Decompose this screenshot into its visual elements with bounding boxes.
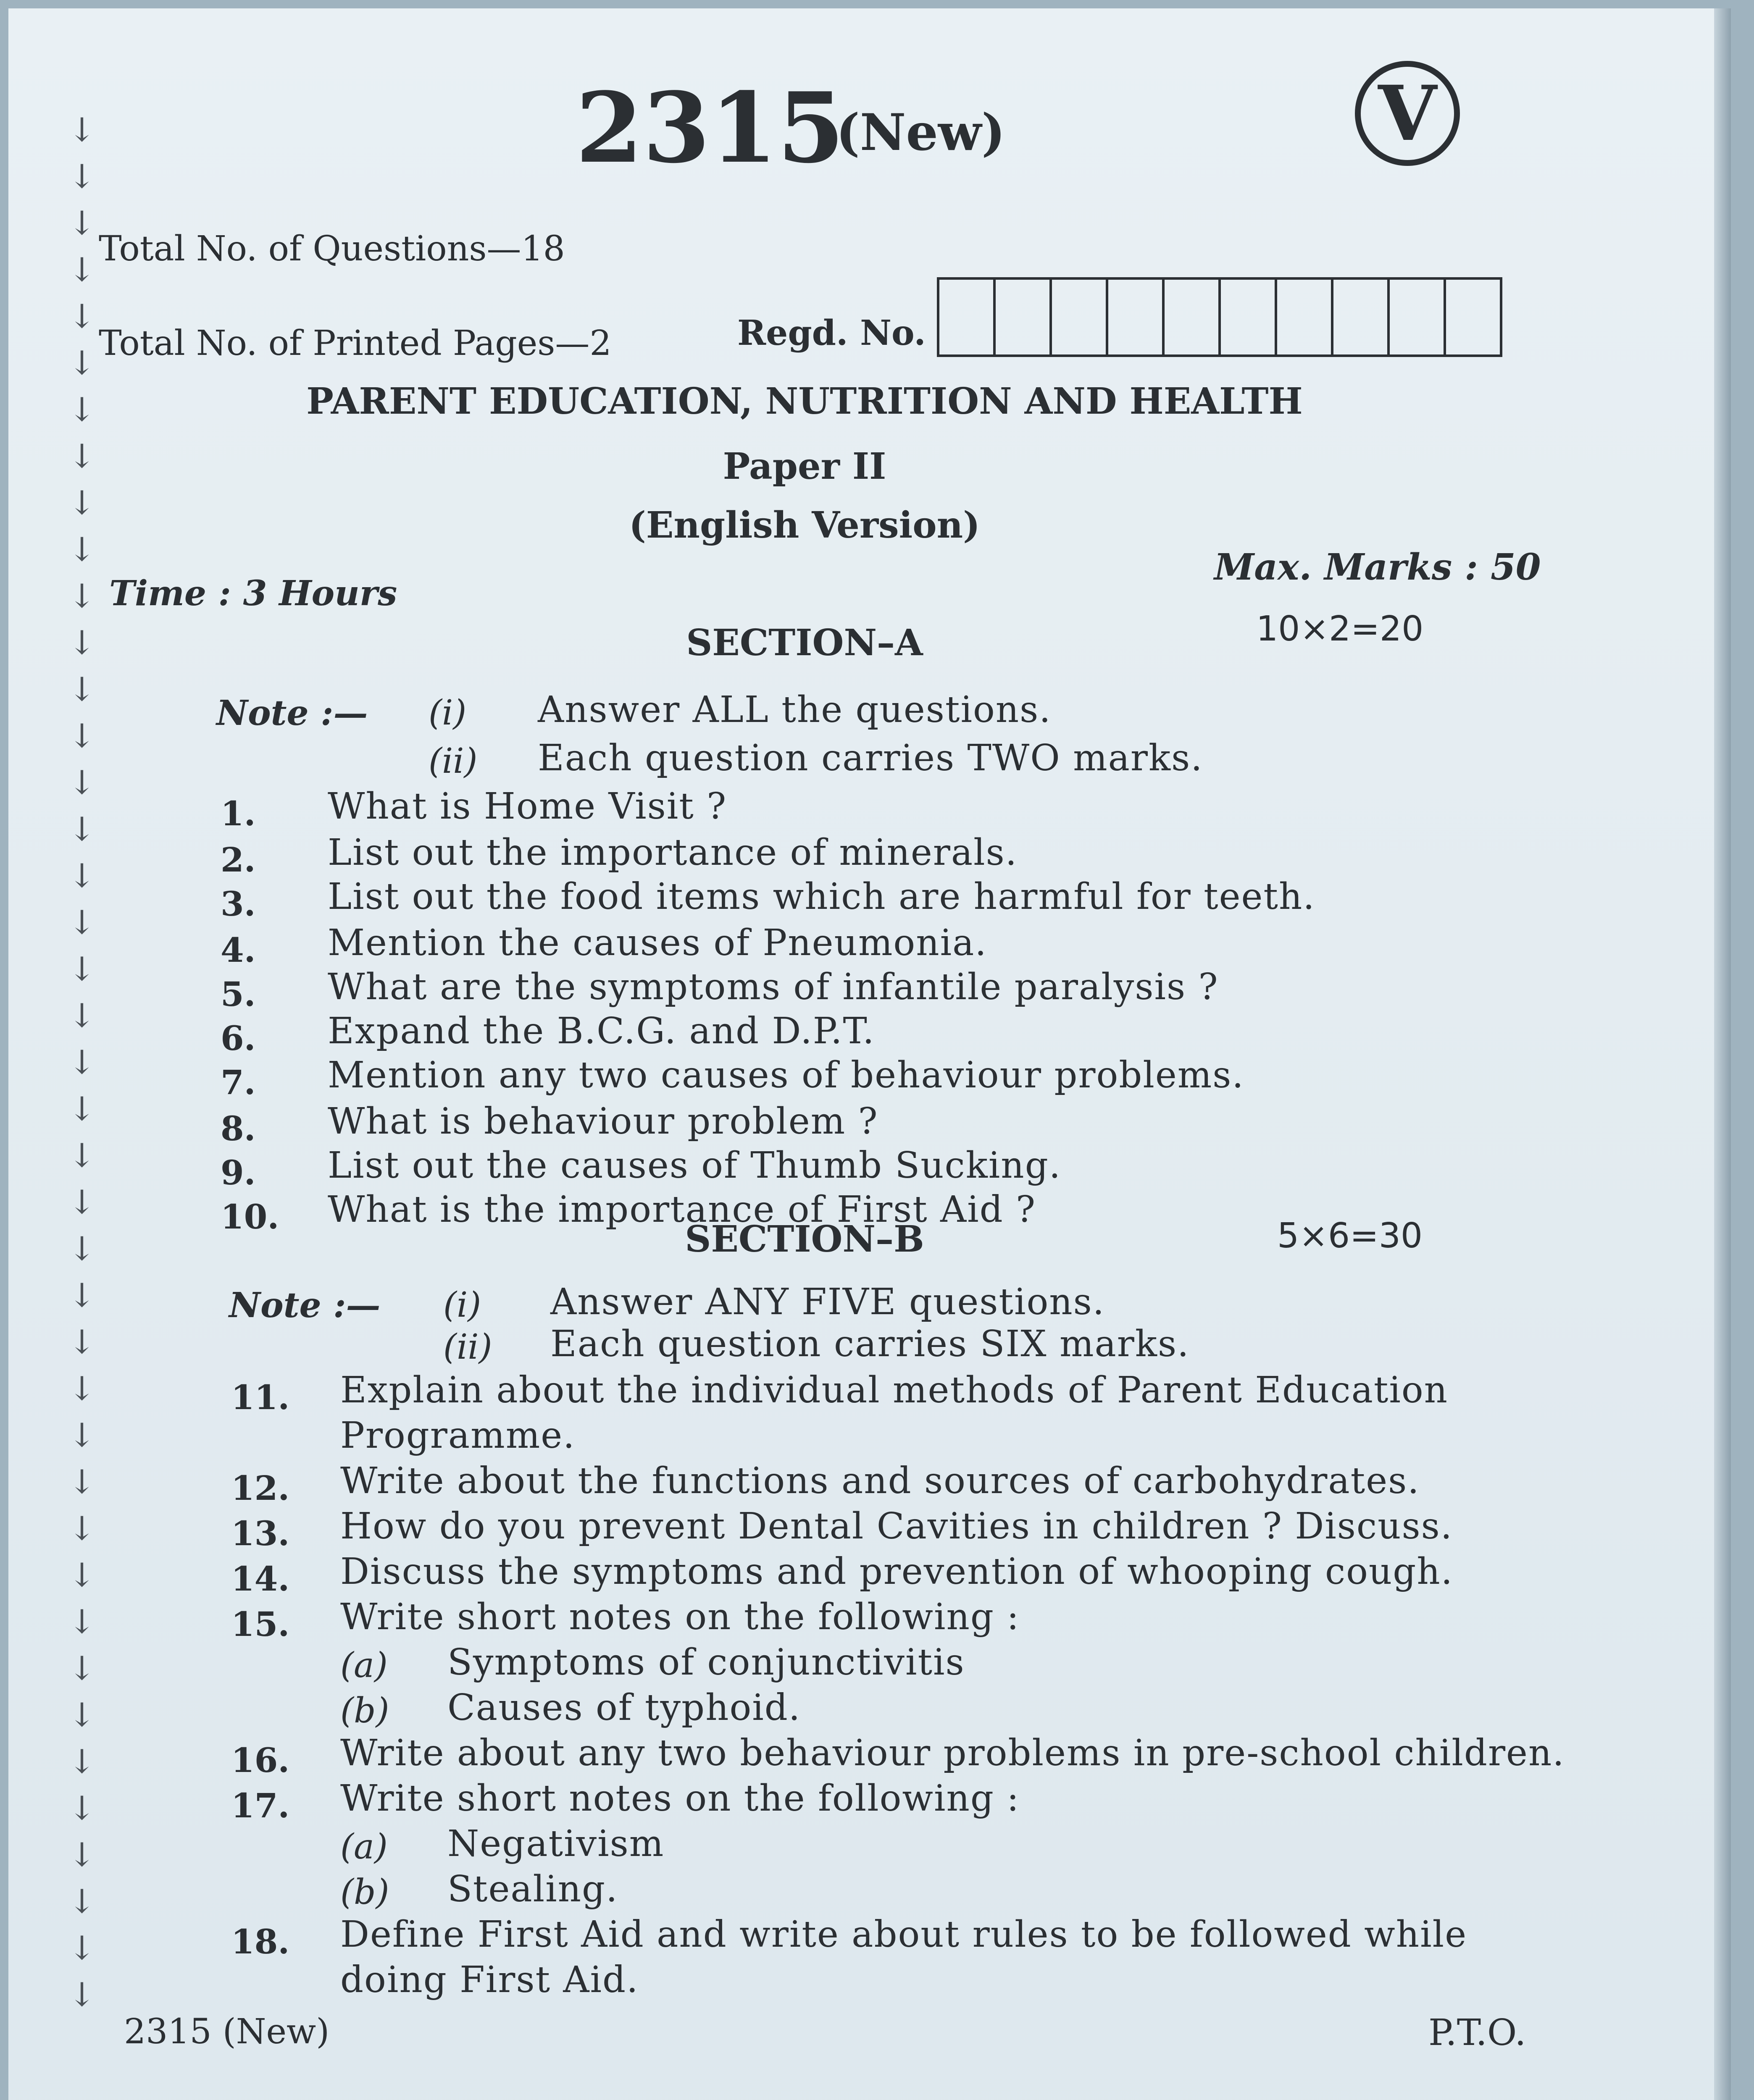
margin-arrow-icon: ↓ <box>68 671 96 709</box>
question-text: Mention the causes of Pneumonia. <box>328 922 987 964</box>
regd-digit-box[interactable] <box>1446 280 1500 354</box>
question-number: 17. <box>231 1786 290 1825</box>
question-text: Write about any two behaviour problems in pre-school children. <box>340 1732 1565 1774</box>
margin-arrow-icon: ↓ <box>68 205 96 242</box>
question-text: What is the importance of First Aid ? <box>328 1189 1036 1231</box>
margin-arrow-icon: ↓ <box>68 717 96 755</box>
footer-paper-code: 2315 (New) <box>124 2012 330 2052</box>
question-text: How do you prevent Dental Cavities in children ? Discuss. <box>340 1505 1453 1547</box>
margin-arrow-icon: ↓ <box>68 1696 96 1734</box>
question-number: 4. <box>221 930 256 970</box>
regd-digit-box[interactable] <box>1277 280 1333 354</box>
section-b-note-text: Each question carries SIX marks. <box>550 1323 1190 1365</box>
margin-arrow-icon: ↓ <box>68 1137 96 1175</box>
margin-arrow-icon: ↓ <box>68 1230 96 1268</box>
question-text: List out the causes of Thumb Sucking. <box>328 1144 1062 1186</box>
question-number: 6. <box>221 1018 256 1058</box>
margin-arrow-icon: ↓ <box>68 1883 96 1921</box>
section-a-note-num: (i) <box>429 693 467 733</box>
question-number: 15. <box>231 1604 290 1644</box>
section-b-note-text: Answer ANY FIVE questions. <box>550 1281 1105 1323</box>
paper-number: Paper II <box>723 445 886 488</box>
question-text: doing First Aid. <box>340 1959 639 2001</box>
margin-arrow-icon: ↓ <box>68 1836 96 1874</box>
question-number: 11. <box>231 1378 290 1417</box>
regd-digit-box[interactable] <box>1221 280 1277 354</box>
margin-arrow-icon: ↓ <box>68 1090 96 1128</box>
paper-code: 2315 <box>576 71 845 185</box>
regd-digit-box[interactable] <box>1165 280 1221 354</box>
margin-arrow-icon: ↓ <box>68 811 96 848</box>
question-number: 5. <box>221 974 256 1014</box>
subject-title: PARENT EDUCATION, NUTRITION AND HEALTH <box>306 380 1303 423</box>
margin-arrow-icon: ↓ <box>68 1370 96 1408</box>
margin-arrow-icon: ↓ <box>68 1184 96 1221</box>
margin-arrow-icon: ↓ <box>68 1277 96 1315</box>
version-badge: V <box>1355 61 1460 166</box>
section-b-heading: SECTION–B <box>685 1218 924 1260</box>
margin-arrow-icon: ↓ <box>68 1044 96 1082</box>
margin-arrow-icon: ↓ <box>68 764 96 802</box>
margin-arrow-icon: ↓ <box>68 1743 96 1781</box>
margin-arrow-icon: ↓ <box>68 484 96 522</box>
margin-arrow-icon: ↓ <box>68 1417 96 1454</box>
max-marks: Max. Marks : 50 <box>1214 546 1541 588</box>
language-version: (English Version) <box>629 504 980 546</box>
regd-digit-box[interactable] <box>939 280 996 354</box>
question-number: 18. <box>231 1922 290 1961</box>
question-text: Expand the B.C.G. and D.P.T. <box>328 1010 875 1052</box>
question-text: List out the food items which are harmful for teeth. <box>328 876 1315 918</box>
margin-arrow-icon: ↓ <box>68 344 96 382</box>
question-text: What are the symptoms of infantile paralysis ? <box>328 966 1219 1008</box>
question-text: Write short notes on the following : <box>340 1596 1020 1638</box>
regd-number-boxes <box>937 277 1502 357</box>
regd-digit-box[interactable] <box>1333 280 1390 354</box>
section-b-marks: 5×6=30 <box>1277 1216 1423 1256</box>
margin-arrow-icon: ↓ <box>68 1510 96 1548</box>
margin-arrow-icon: ↓ <box>68 531 96 569</box>
regd-digit-box[interactable] <box>1108 280 1165 354</box>
section-b-note-label: Note :— <box>229 1285 381 1326</box>
question-number: 9. <box>221 1153 256 1192</box>
regd-label: Regd. No. <box>737 313 926 353</box>
question-number: 2. <box>221 840 256 879</box>
question-text: List out the importance of minerals. <box>328 832 1018 874</box>
section-a-note-text: Each question carries TWO marks. <box>538 737 1203 779</box>
margin-arrow-icon: ↓ <box>68 391 96 429</box>
paper-code-tag: (New) <box>836 103 1005 162</box>
question-text: What is Home Visit ? <box>328 785 727 827</box>
total-questions: Total No. of Questions—18 <box>99 229 565 269</box>
sub-question-label: (b) <box>340 1691 389 1731</box>
question-text: Write about the functions and sources of carbohydrates. <box>340 1460 1420 1502</box>
margin-arrow-icon: ↓ <box>68 904 96 942</box>
section-a-note-label: Note :— <box>216 693 368 733</box>
regd-digit-box[interactable] <box>1052 280 1108 354</box>
question-text: What is behaviour problem ? <box>328 1100 878 1142</box>
margin-arrow-icon: ↓ <box>68 578 96 615</box>
margin-arrow-icon: ↓ <box>68 624 96 662</box>
section-a-note-text: Answer ALL the questions. <box>538 689 1052 731</box>
margin-arrow-icon: ↓ <box>68 1929 96 1967</box>
question-number: 1. <box>221 794 256 833</box>
question-text: Write short notes on the following : <box>340 1777 1020 1819</box>
sub-question-label: (a) <box>340 1646 388 1685</box>
section-a-heading: SECTION–A <box>686 622 923 664</box>
margin-arrow-icon: ↓ <box>68 950 96 988</box>
sub-question-text: Stealing. <box>447 1868 618 1910</box>
sub-question-text: Symptoms of conjunctivitis <box>447 1641 965 1683</box>
margin-arrow-icon: ↓ <box>68 857 96 895</box>
question-number: 10. <box>221 1197 279 1236</box>
regd-digit-box[interactable] <box>996 280 1052 354</box>
sub-question-text: Causes of typhoid. <box>447 1687 801 1729</box>
question-number: 13. <box>231 1514 290 1553</box>
section-b-note-num: (ii) <box>443 1327 492 1367</box>
sub-question-text: Negativism <box>447 1823 665 1865</box>
question-number: 12. <box>231 1468 290 1508</box>
margin-arrow-icon: ↓ <box>68 251 96 289</box>
margin-arrow-icon: ↓ <box>68 1790 96 1827</box>
total-pages: Total No. of Printed Pages—2 <box>99 323 612 363</box>
question-text: Explain about the individual methods of Parent Education <box>340 1369 1449 1411</box>
margin-arrow-icon: ↓ <box>68 1557 96 1594</box>
margin-arrow-icon: ↓ <box>68 1976 96 2014</box>
time-allowed: Time : 3 Hours <box>109 573 397 614</box>
section-a-marks: 10×2=20 <box>1256 609 1424 649</box>
margin-arrow-icon: ↓ <box>68 438 96 475</box>
margin-arrow-icon: ↓ <box>68 1463 96 1501</box>
regd-digit-box[interactable] <box>1390 280 1446 354</box>
margin-arrow-icon: ↓ <box>68 997 96 1035</box>
question-text: Programme. <box>340 1415 576 1457</box>
question-text: Define First Aid and write about rules to be followed while <box>340 1914 1467 1956</box>
margin-arrow-icon: ↓ <box>68 1603 96 1641</box>
sub-question-label: (a) <box>340 1827 388 1867</box>
question-number: 14. <box>231 1559 290 1599</box>
margin-arrow-icon: ↓ <box>68 1323 96 1361</box>
paper-edge <box>1714 8 1731 2100</box>
margin-arrow-icon: ↓ <box>68 1650 96 1688</box>
footer-pto: P.T.O. <box>1428 2012 1526 2054</box>
section-a-note-num: (ii) <box>429 741 478 781</box>
sub-question-label: (b) <box>340 1872 389 1912</box>
question-text: Discuss the symptoms and prevention of whooping cough. <box>340 1551 1454 1593</box>
margin-arrow-icon: ↓ <box>68 158 96 196</box>
question-number: 16. <box>231 1740 290 1780</box>
question-text: Mention any two causes of behaviour problems. <box>328 1054 1244 1096</box>
margin-arrow-icon: ↓ <box>68 298 96 336</box>
margin-arrow-icon: ↓ <box>68 111 96 149</box>
question-number: 3. <box>221 884 256 924</box>
question-number: 8. <box>221 1109 256 1148</box>
question-number: 7. <box>221 1063 256 1102</box>
section-b-note-num: (i) <box>443 1285 481 1325</box>
